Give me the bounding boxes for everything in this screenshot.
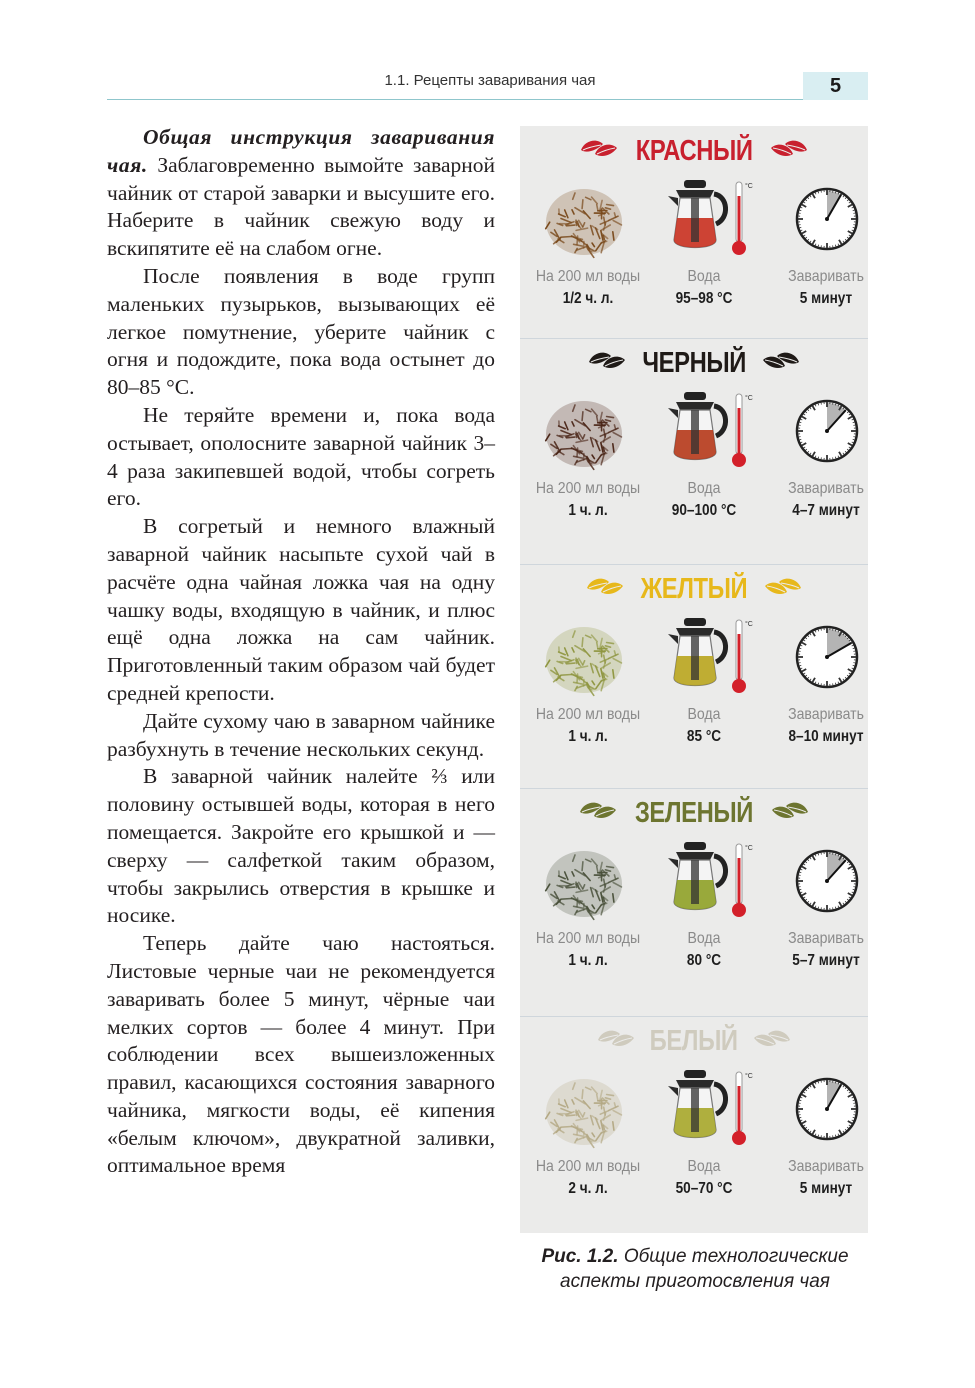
- amount-label: На 200 мл воды: [535, 1158, 641, 1175]
- running-header-title: 1.1. Рецепты заваривания чая: [384, 72, 596, 89]
- body-text: [107, 124, 495, 1180]
- paragraph-5: Дайте сухому чаю в заварном чайнике разбухнуть в течение нескольких секунд.: [107, 708, 495, 761]
- tea-panel: [520, 338, 868, 564]
- leaf-icon: [578, 797, 618, 830]
- panel-divider: [520, 564, 868, 565]
- leaf-icon: [587, 347, 627, 380]
- water-label: Вода: [687, 1158, 721, 1175]
- svg-text:°C: °C: [745, 1073, 753, 1080]
- tea-title: [520, 346, 868, 380]
- tea-panel: [520, 564, 868, 788]
- leaf-icon: [752, 1025, 792, 1058]
- amount-label: На 200 мл воды: [535, 930, 641, 947]
- panel-divider: [520, 788, 868, 789]
- tea-infographic: [520, 126, 868, 1233]
- leaf-icon: [763, 573, 803, 606]
- time-label: Заваривать: [788, 706, 864, 723]
- leaf-icon: [769, 135, 809, 168]
- time-label: Заваривать: [788, 268, 864, 285]
- teapot-thermometer-icon: [658, 178, 753, 274]
- tea-leaves-image: [542, 178, 626, 262]
- tea-name: ЗЕЛЕНЫЙ: [634, 796, 753, 829]
- water-label: Вода: [687, 930, 721, 947]
- brew-time-value: 5 минут: [799, 1180, 853, 1197]
- tea-title: [520, 1024, 868, 1058]
- amount-value: 1 ч. л.: [568, 952, 608, 969]
- amount-label: На 200 мл воды: [535, 706, 641, 723]
- paragraph-3: Не теряйте времени и, пока вода остывает, ополосните заварной чайник 3–4 раза закипевшей водой, чтобы согреть его.: [107, 402, 495, 511]
- svg-text:°C: °C: [745, 845, 753, 852]
- paragraph-4: В согретый и немного влажный заварной чайник насыпьте сухой чай в расчёте одна чайная ложка чая на одну чашку воды, входящую в чайник, и плюс ещё одна ложка на сам чайник. Приготовленный таким образом чай будет средней крепости.: [107, 514, 495, 705]
- time-label: Заваривать: [788, 1158, 864, 1175]
- figure-caption-text: Общие технологические аспекты приготосвления чая: [560, 1246, 849, 1292]
- water-temperature-value: 80 °С: [686, 952, 722, 969]
- timer-clock-icon: [794, 186, 860, 252]
- paragraph-6: В заварной чайник налейте ⅔ или половину остывшей воды, которая в него помещается. Закройте его крышкой и — сверху — салфеткой таким образом, чтобы закрылись отверстия в крышке и носике.: [107, 764, 495, 928]
- amount-value: 1/2 ч. л.: [562, 290, 614, 307]
- amount-label: На 200 мл воды: [535, 480, 641, 497]
- panel-divider: [520, 338, 868, 339]
- water-temperature-value: 95–98 °С: [675, 290, 733, 307]
- paragraph-lead: Общая инструкция заваривания чая.: [107, 125, 495, 177]
- timer-clock-icon: [794, 848, 860, 914]
- amount-value: 1 ч. л.: [568, 728, 608, 745]
- teapot-thermometer-icon: [658, 840, 753, 936]
- page-number: 5: [803, 72, 868, 100]
- tea-leaves-image: [542, 840, 626, 924]
- amount-value: 2 ч. л.: [568, 1180, 608, 1197]
- paragraph-2: После появления в воде групп маленьких пузырьков, вызывающих её легкое помутнение, уберите чайник с огня и подождите, пока вода остынет до 80–85 °C.: [107, 263, 495, 400]
- leaf-icon: [596, 1025, 636, 1058]
- brew-time-value: 5–7 минут: [792, 952, 860, 969]
- timer-clock-icon: [794, 624, 860, 690]
- paragraph-text: Заблаговременно вымойте заварной чайник от старой заварки и высушите его. Наберите в чайник свежую воду и вскипятите её на слабом огне.: [107, 152, 495, 261]
- leaf-icon: [761, 347, 801, 380]
- svg-text:°C: °C: [745, 183, 753, 190]
- tea-panel: [520, 126, 868, 338]
- svg-text:°C: °C: [745, 621, 753, 628]
- brew-time-value: 4–7 минут: [792, 502, 860, 519]
- paragraph-1: [107, 124, 495, 263]
- tea-title: [520, 796, 868, 830]
- leaf-icon: [579, 135, 619, 168]
- water-temperature-value: 90–100 °С: [671, 502, 737, 519]
- tea-panel: [520, 1016, 868, 1233]
- time-label: Заваривать: [788, 930, 864, 947]
- tea-title: [520, 572, 868, 606]
- tea-leaves-image: [542, 616, 626, 700]
- figure-caption-label: Рис. 1.2.: [541, 1246, 619, 1267]
- tea-name: БЕЛЫЙ: [650, 1024, 738, 1057]
- figure-caption: [515, 1244, 875, 1294]
- amount-value: 1 ч. л.: [568, 502, 608, 519]
- water-temperature-value: 85 °С: [686, 728, 722, 745]
- water-label: Вода: [687, 480, 721, 497]
- teapot-thermometer-icon: [658, 1068, 753, 1164]
- water-label: Вода: [687, 706, 721, 723]
- teapot-thermometer-icon: [658, 616, 753, 712]
- water-temperature-value: 50–70 °С: [675, 1180, 733, 1197]
- tea-name: ЖЕЛТЫЙ: [640, 572, 748, 605]
- svg-text:°C: °C: [745, 395, 753, 402]
- tea-name: КРАСНЫЙ: [635, 134, 753, 167]
- panel-divider: [520, 1016, 868, 1017]
- amount-label: На 200 мл воды: [535, 268, 641, 285]
- timer-clock-icon: [794, 398, 860, 464]
- brew-time-value: 5 минут: [799, 290, 853, 307]
- tea-leaves-image: [542, 1068, 626, 1152]
- water-label: Вода: [687, 268, 721, 285]
- paragraph-7: Теперь дайте чаю настояться. Листовые черные чаи не рекомендуется заваривать более 5 минут, чёрные чаи мелких сортов — более 4 минут. При соблюдении всех вышеизложенных правил, касающихся состояния заварного чайника, мягкости воды, её кипения «белым ключом», двукратной заливки, оптимальное время: [107, 931, 495, 1178]
- timer-clock-icon: [794, 1076, 860, 1142]
- tea-panel: [520, 788, 868, 1016]
- tea-title: [520, 134, 868, 168]
- brew-time-value: 8–10 минут: [788, 728, 864, 745]
- teapot-thermometer-icon: [658, 390, 753, 486]
- leaf-icon: [585, 573, 625, 606]
- tea-name: ЧЕРНЫЙ: [642, 346, 746, 379]
- time-label: Заваривать: [788, 480, 864, 497]
- tea-leaves-image: [542, 390, 626, 474]
- leaf-icon: [770, 797, 810, 830]
- header-rule: [107, 99, 868, 100]
